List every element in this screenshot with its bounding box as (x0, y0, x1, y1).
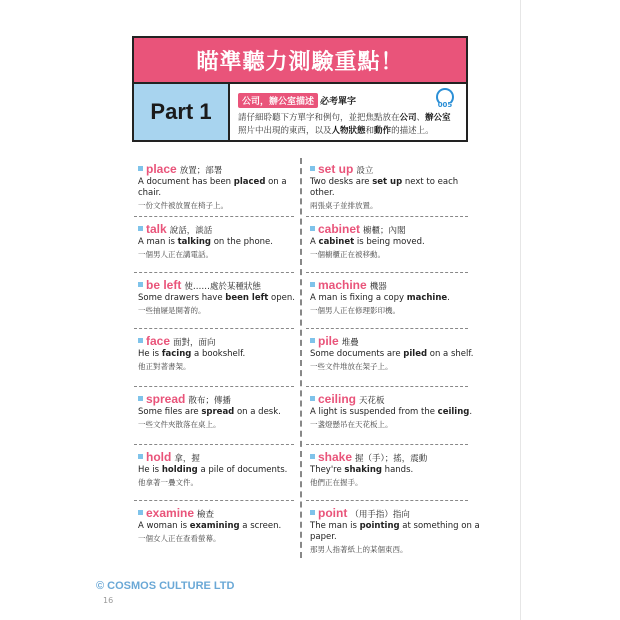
bullet-icon (310, 510, 315, 515)
bullet-icon (310, 282, 315, 287)
row-divider (306, 216, 468, 217)
row-divider (134, 500, 294, 501)
vocab-gloss: 機器 (369, 282, 387, 292)
page-number: 16 (103, 596, 114, 605)
example-english: A cabinet is being moved. (310, 237, 425, 247)
bullet-icon (138, 396, 143, 401)
copyright-credit: © COSMOS CULTURE LTD (96, 580, 235, 592)
vocab-entry (138, 162, 308, 211)
bullet-icon (310, 226, 315, 231)
header-text (230, 84, 466, 140)
page-edge (520, 0, 521, 620)
vocab-word: point (318, 506, 348, 520)
example-chinese: 一些文件堆放在架子上。 (310, 362, 393, 371)
example-chinese: 一個女人正在查看螢幕。 (138, 534, 221, 543)
word-line (138, 392, 308, 406)
word-line (310, 392, 480, 406)
word-line (138, 450, 308, 464)
word-line (310, 162, 480, 176)
vocab-word: face (146, 334, 171, 348)
vocab-gloss: 放置；部署 (179, 166, 223, 176)
example-english: He is facing a bookshelf. (138, 349, 246, 359)
bullet-icon (138, 166, 143, 171)
example-chinese: 他們正在握手。 (310, 478, 363, 487)
example-english: A light is suspended from the ceiling. (310, 407, 473, 417)
example-chinese: 一些文件夾散落在桌上。 (138, 420, 221, 429)
part-label: Part 1 (150, 99, 212, 124)
vocab-gloss: 櫥櫃；內閣 (363, 226, 406, 236)
row-divider (134, 444, 294, 445)
example-english: A document has been placed on a chair. (138, 177, 287, 198)
example-english: They're shaking hands. (310, 465, 414, 475)
example-chinese: 一個男人正在講電話。 (138, 250, 213, 259)
example-chinese: 那男人指著紙上的某個東西。 (310, 545, 408, 554)
bullet-icon (138, 282, 143, 287)
vocab-word: hold (146, 450, 172, 464)
audio-track-icon[interactable] (434, 88, 456, 108)
vocab-word: machine (318, 278, 367, 292)
row-divider (134, 272, 294, 273)
row-divider (134, 386, 294, 387)
vocab-word: cabinet (318, 222, 361, 236)
audio-track-number: 005 (437, 101, 453, 109)
vocab-entry (310, 450, 480, 488)
vocab-entry (138, 450, 308, 488)
row-divider (306, 386, 468, 387)
vocab-entry (310, 392, 480, 430)
word-line (310, 450, 480, 464)
example-english: Some files are spread on a desk. (138, 407, 281, 417)
vocab-gloss: 使……處於某種狀態 (184, 282, 261, 292)
example-chinese: 一個男人正在修理影印機。 (310, 306, 400, 315)
vocab-entry (310, 278, 480, 316)
vocab-entry (138, 278, 308, 316)
vocab-word: spread (146, 392, 186, 406)
example-chinese: 一份文件被放置在椅子上。 (138, 201, 228, 210)
word-line (310, 222, 480, 236)
row-divider (306, 272, 468, 273)
page-title: 瞄準聽力測驗重點！ (196, 49, 404, 75)
word-line (310, 278, 480, 292)
word-line (310, 506, 480, 520)
bullet-icon (310, 454, 315, 459)
bullet-icon (138, 454, 143, 459)
vocab-word: set up (318, 162, 354, 176)
vocab-gloss: 設立 (356, 166, 374, 176)
vocab-entry (310, 162, 480, 211)
example-english: A man is talking on the phone. (138, 237, 273, 247)
vocab-gloss: 天花板 (359, 396, 385, 406)
vocab-word: pile (318, 334, 339, 348)
bullet-icon (138, 226, 143, 231)
vocab-gloss: 握（手）；搖，震動 (355, 454, 428, 464)
bullet-icon (310, 396, 315, 401)
vocab-word: place (146, 162, 177, 176)
vocab-entry (310, 222, 480, 260)
bullet-icon (310, 166, 315, 171)
example-english: Some documents are piled on a shelf. (310, 349, 474, 359)
word-line (310, 334, 480, 348)
title-banner (132, 36, 468, 82)
part-tab (134, 84, 230, 140)
vocab-entry (310, 506, 480, 555)
row-divider (134, 328, 294, 329)
example-english: Two desks are set up next to each other. (310, 177, 459, 198)
topic-pill-suffix: 必考單字 (320, 97, 357, 107)
example-english: He is holding a pile of documents. (138, 465, 288, 475)
example-chinese: 一盞燈懸吊在天花板上。 (310, 420, 393, 429)
bullet-icon (310, 338, 315, 343)
part-header (132, 82, 468, 142)
vocab-entry (138, 334, 308, 372)
row-divider (306, 328, 468, 329)
vocab-gloss: 檢查 (197, 510, 215, 520)
vocab-word: talk (146, 222, 167, 236)
example-english: A woman is examining a screen. (138, 521, 282, 531)
example-chinese: 一個櫥櫃正在被移動。 (310, 250, 385, 259)
word-line (138, 162, 308, 176)
vocab-gloss: （用手指）指向 (350, 510, 410, 520)
example-chinese: 兩張桌子並排放置。 (310, 201, 378, 210)
vocab-entry (138, 392, 308, 430)
vocab-word: shake (318, 450, 353, 464)
word-line (138, 506, 308, 520)
vocab-entry (310, 334, 480, 372)
vocab-gloss: 面對，面向 (173, 338, 216, 348)
bullet-icon (138, 510, 143, 515)
example-english: A man is fixing a copy machine. (310, 293, 450, 303)
word-line (138, 278, 308, 292)
vocab-word: examine (146, 506, 195, 520)
vocab-gloss: 堆疊 (341, 338, 359, 348)
instructions: 請仔細聆聽下方單字和例句，並把焦點放在公司、辦公室照片中出現的東西，以及人物狀態和動作的描述上。 (238, 113, 451, 136)
vocab-entry (138, 506, 308, 544)
example-chinese: 一些抽屜是開著的。 (138, 306, 206, 315)
example-chinese: 他拿著一疊文件。 (138, 478, 198, 487)
row-divider (306, 444, 468, 445)
example-english: Some drawers have been left open. (138, 293, 295, 303)
row-divider (134, 216, 294, 217)
bullet-icon (138, 338, 143, 343)
vocab-word: be left (146, 278, 182, 292)
word-line (138, 222, 308, 236)
vocab-word: ceiling (318, 392, 357, 406)
vocab-gloss: 拿，握 (174, 454, 200, 464)
word-line (138, 334, 308, 348)
topic-pill: 公司，辦公室描述 (238, 93, 318, 108)
example-english: The man is pointing at something on a paper. (310, 521, 480, 542)
row-divider (306, 500, 468, 501)
vocab-gloss: 說話，談話 (169, 226, 213, 236)
example-chinese: 他正對著書架。 (138, 362, 191, 371)
vocab-entry (138, 222, 308, 260)
vocab-gloss: 散布；傳播 (188, 396, 231, 406)
